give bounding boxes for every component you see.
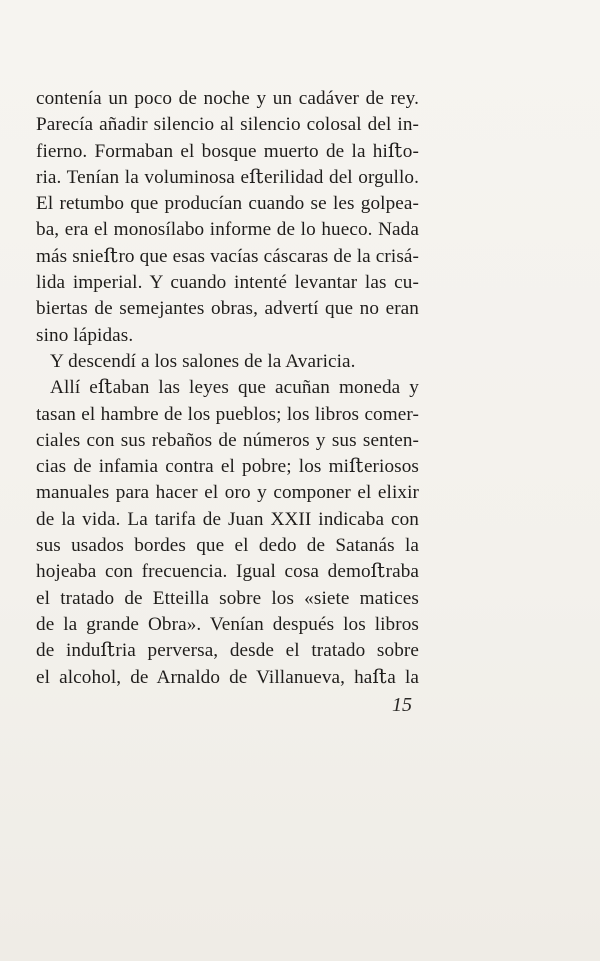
text-line: contenía un poco de noche y un cadáver de rey. xyxy=(36,88,419,109)
text-line: el alcohol, de Arnaldo de Villanueva, haﬅa la xyxy=(36,666,419,688)
text-line: el tratado de Etteilla sobre los «siete matices xyxy=(36,587,419,609)
text-line: más snieﬅro que esas vacías cáscaras de la crisá- xyxy=(36,245,419,267)
text-line: ria. Tenían la voluminosa eﬅerilidad del orgullo. xyxy=(36,166,419,188)
text-line: ba, era el monosílabo informe de lo hueco. Nada xyxy=(36,219,419,241)
body-text xyxy=(36,86,419,691)
text-line: Allí eﬅaban las leyes que acuñan moneda y xyxy=(50,377,419,399)
text-line: biertas de semejantes obras, advertí que no eran xyxy=(36,298,419,320)
text-line: hojeaba con frecuencia. Igual cosa demoﬅraba xyxy=(36,561,419,583)
text-line: El retumbo que producían cuando se les golpea- xyxy=(36,193,419,215)
text-line: Y descendí a los salones de la Avaricia. xyxy=(50,350,356,372)
text-line: de la grande Obra». Venían después los libros xyxy=(36,613,419,635)
text-line: lida imperial. Y cuando intenté levantar las cu- xyxy=(36,272,419,294)
text-line: tasan el hambre de los pueblos; los libros comer- xyxy=(36,403,419,425)
text-line: de la vida. La tarifa de Juan XXII indicaba con xyxy=(36,508,419,530)
text-line: cias de infamia contra el pobre; los miﬅeriosos xyxy=(36,456,419,478)
text-line: ciales con sus rebaños de números y sus senten- xyxy=(36,429,419,451)
text-line: manuales para hacer el oro y componer el elixir xyxy=(36,482,419,504)
text-line: sino lápidas. xyxy=(36,324,134,346)
text-line: de induﬅria perversa, desde el tratado sobre xyxy=(36,640,419,662)
text-line: sus usados bordes que el dedo de Satanás la xyxy=(36,535,419,557)
text-line: fierno. Formaban el bosque muerto de la hiﬅo- xyxy=(36,140,419,162)
text-line: Parecía añadir silencio al silencio colosal del in- xyxy=(36,114,419,136)
page-number: 15 xyxy=(392,694,412,716)
